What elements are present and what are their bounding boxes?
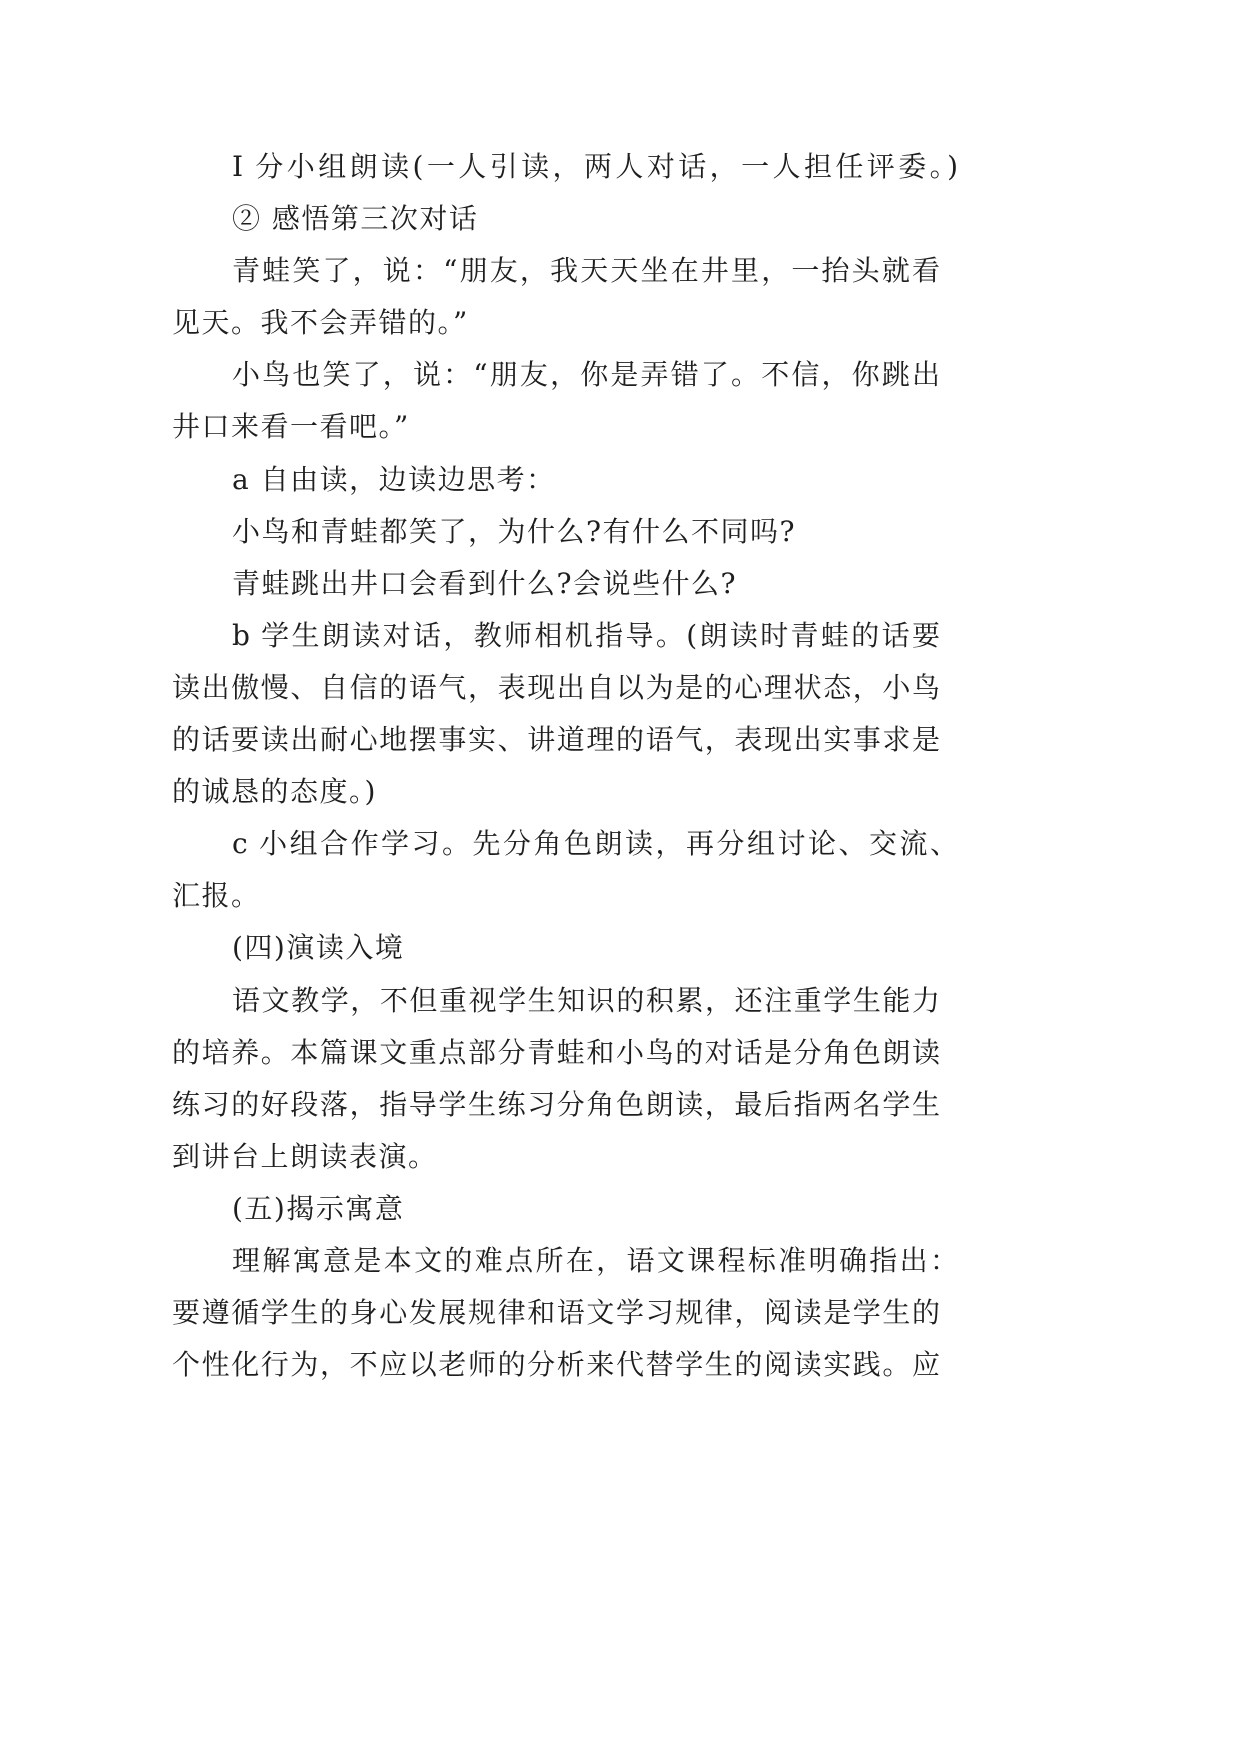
text-line: 小鸟和青蛙都笑了，为什么?有什么不同吗? [232,514,797,548]
text-line: I 分小组朗读(一人引读，两人对话，一人担任评委。) [232,150,958,183]
text-line: 小鸟也笑了，说：“朋友，你是弄错了。不信，你跳出 [232,358,940,392]
text-line: c 小组合作学习。先分角色朗读，再分组讨论、交流、 [232,827,958,861]
text-line: 理解寓意是本文的难点所在，语文课程标准明确指出： [232,1243,958,1277]
section-heading: (五)揭示寓意 [232,1191,405,1225]
text-line: 语文教学，不但重视学生知识的积累，还注重学生能力 [232,983,940,1017]
text-line: 个性化行为，不应以老师的分析来代替学生的阅读实践。应 [172,1348,940,1382]
text-line: 青蛙笑了，说：“朋友，我天天坐在井里，一抬头就看 [232,254,940,288]
text-line: b 学生朗读对话，教师相机指导。(朗读时青蛙的话要 [232,618,940,652]
text-line: 读出傲慢、自信的语气，表现出自以为是的心理状态，小鸟 [172,670,940,704]
text-line: 汇报。 [172,879,261,913]
text-line: 青蛙跳出井口会看到什么?会说些什么? [232,566,738,600]
text-line: 的诚恳的态度。) [172,775,377,809]
section-heading: ② 感悟第三次对话 [232,202,479,236]
text-line: 到讲台上朗读表演。 [172,1139,438,1173]
text-line: 的话要读出耐心地摆事实、讲道理的语气，表现出实事求是 [172,723,940,757]
text-line: 要遵循学生的身心发展规律和语文学习规律，阅读是学生的 [172,1296,940,1330]
text-line: 练习的好段落，指导学生练习分角色朗读，最后指两名学生 [172,1087,940,1121]
document-body [172,141,962,1391]
text-line: 井口来看一看吧。” [172,410,410,444]
section-heading: (四)演读入境 [232,931,405,965]
text-line: 的培养。本篇课文重点部分青蛙和小鸟的对话是分角色朗读 [172,1035,940,1069]
text-line: a 自由读，边读边思考： [232,462,556,496]
text-line: 见天。我不会弄错的。” [172,306,469,340]
